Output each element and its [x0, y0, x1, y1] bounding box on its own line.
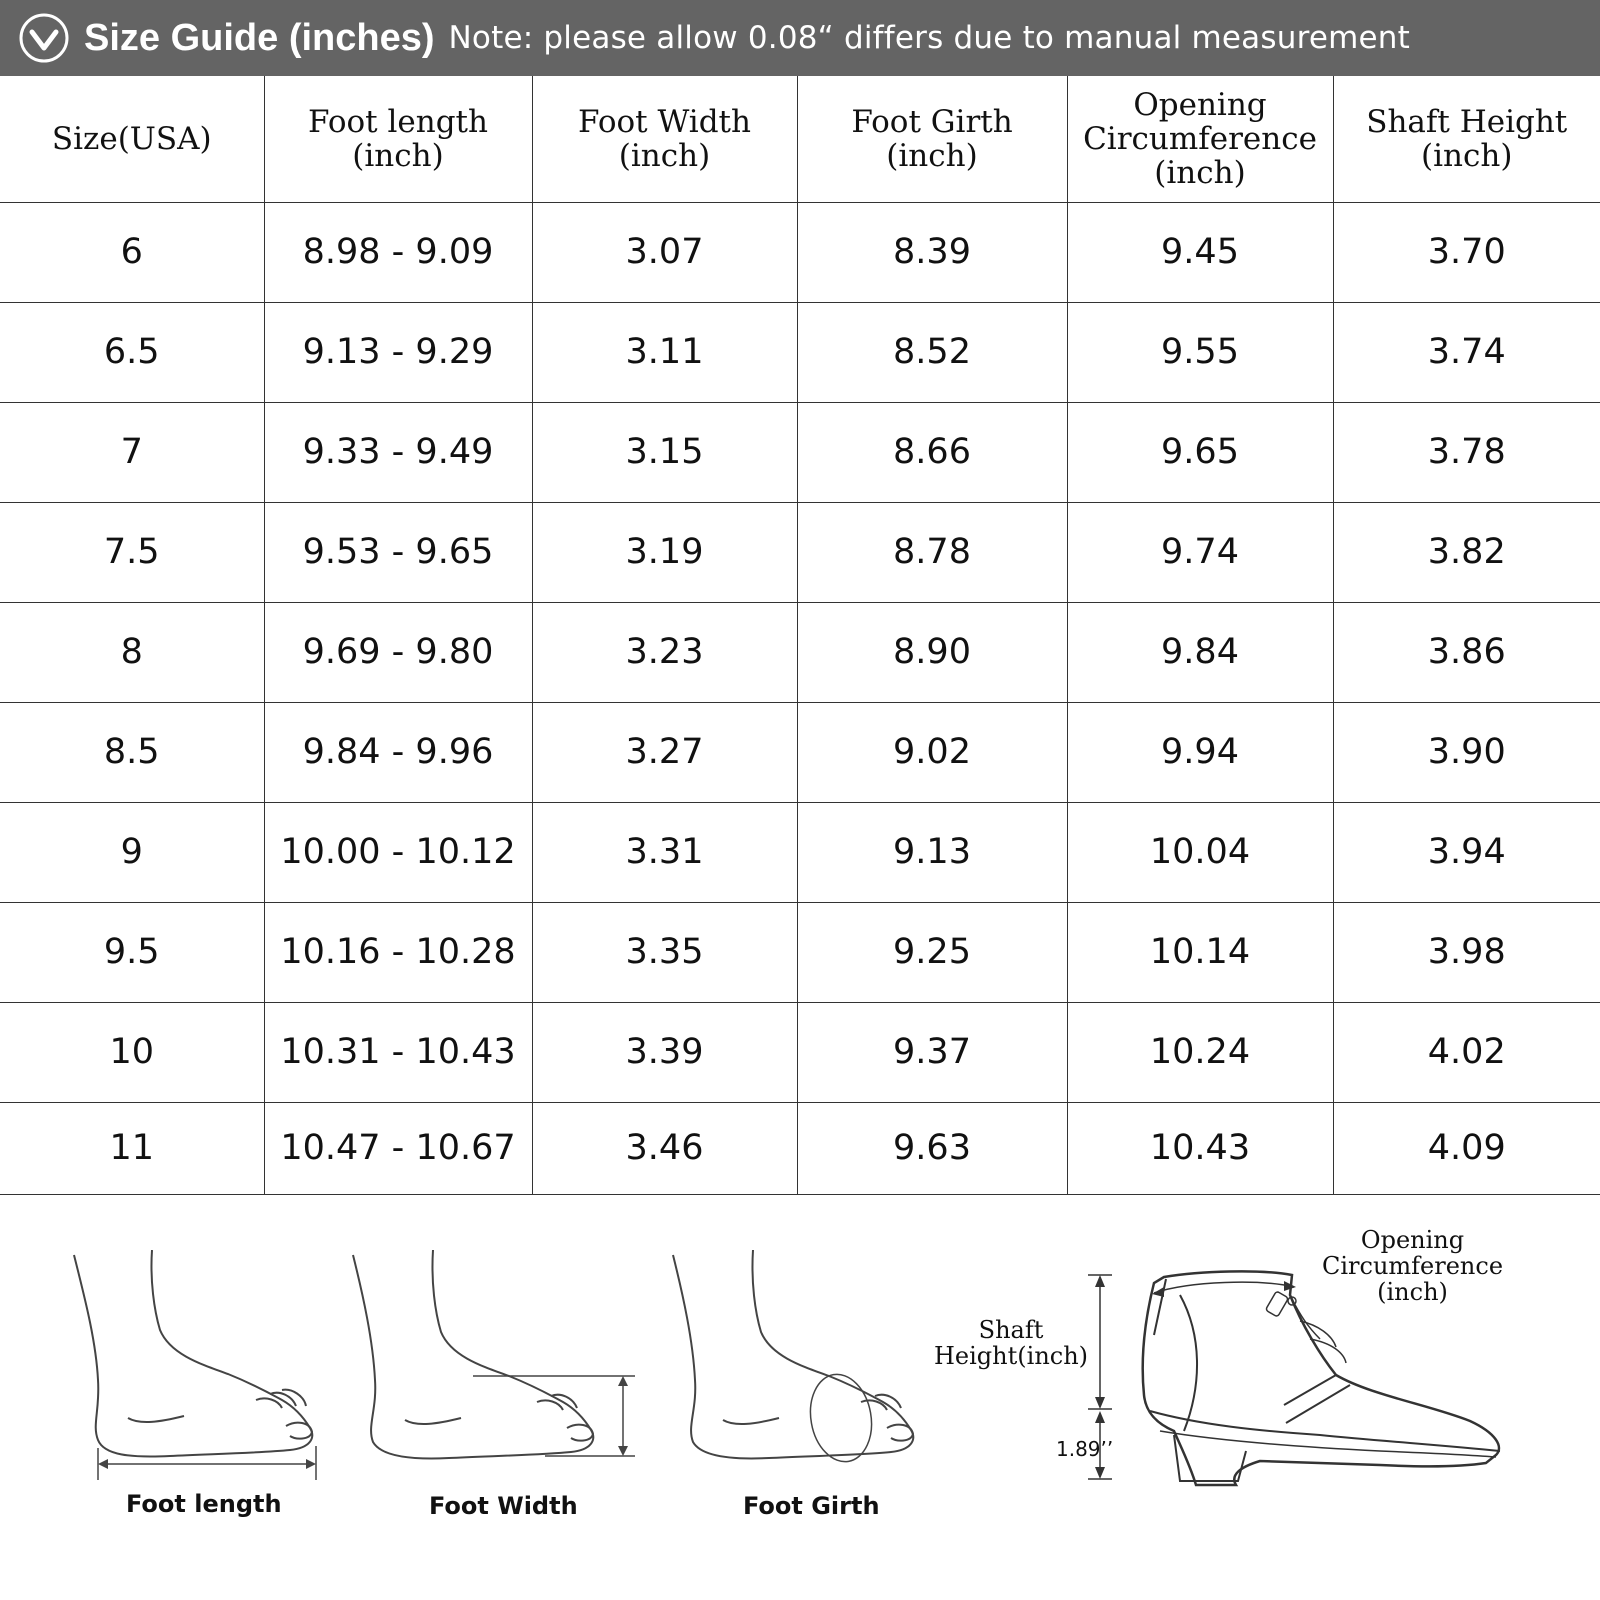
table-body [0, 202, 1600, 1194]
table-row [0, 1002, 1600, 1102]
table-row [0, 1102, 1600, 1194]
table-cell: 6 [0, 202, 264, 302]
header-foot-width-unit: (inch) [618, 137, 711, 174]
opening-circumference-label [1322, 1227, 1503, 1305]
header-opening-label: Opening [1133, 86, 1267, 123]
table-cell: 9.74 [1067, 502, 1333, 602]
header-foot-length-unit: (inch) [352, 137, 444, 174]
header-foot-girth-unit: (inch) [886, 137, 978, 174]
opening-label-line1: Opening [1360, 1226, 1465, 1254]
table-cell: 3.82 [1333, 502, 1600, 602]
table-header-row [0, 76, 1600, 202]
header-bar [0, 0, 1600, 76]
table-cell: 10.04 [1067, 802, 1333, 902]
table-cell: 9.13 [797, 802, 1067, 902]
table-cell: 8 [0, 602, 264, 702]
table-cell: 3.27 [532, 702, 797, 802]
table-cell: 3.39 [532, 1002, 797, 1102]
table-cell: 8.5 [0, 702, 264, 802]
foot-girth-illustration [665, 1250, 925, 1520]
table-row [0, 902, 1600, 1002]
table-cell: 3.94 [1333, 802, 1600, 902]
table-cell: 10.00 - 10.12 [264, 802, 532, 902]
foot-length-label: Foot length [126, 1490, 282, 1518]
table-cell: 10 [0, 1002, 264, 1102]
page-title: Size Guide (inches) [84, 16, 435, 59]
header-foot-girth [797, 76, 1067, 202]
table-cell: 3.70 [1333, 202, 1600, 302]
header-shaft-height-unit: (inch) [1421, 137, 1513, 174]
table-cell: 3.15 [532, 402, 797, 502]
table-cell: 3.07 [532, 202, 797, 302]
shaft-label-line2: Height(inch) [934, 1342, 1089, 1370]
table-cell: 7.5 [0, 502, 264, 602]
table-cell: 10.31 - 10.43 [264, 1002, 532, 1102]
table-cell: 9.13 - 9.29 [264, 302, 532, 402]
table-cell: 3.19 [532, 502, 797, 602]
table-cell: 4.09 [1333, 1102, 1600, 1194]
table-row [0, 702, 1600, 802]
table-cell: 6.5 [0, 302, 264, 402]
table-row [0, 602, 1600, 702]
table-cell: 9.5 [0, 902, 264, 1002]
table-cell: 3.11 [532, 302, 797, 402]
header-opening-unit: (inch) [1154, 154, 1246, 191]
boot-illustration [934, 1226, 1570, 1535]
header-foot-girth-label: Foot Girth [851, 103, 1013, 140]
size-table [0, 76, 1600, 1195]
foot-girth-label: Foot Girth [743, 1492, 880, 1520]
table-cell: 8.98 - 9.09 [264, 202, 532, 302]
foot-width-illustration [345, 1250, 645, 1520]
chevron-down-circle-icon [18, 12, 70, 64]
header-size [0, 76, 264, 202]
table-cell: 8.66 [797, 402, 1067, 502]
size-table-container [0, 76, 1600, 1195]
table-cell: 3.98 [1333, 902, 1600, 1002]
table-row [0, 302, 1600, 402]
table-cell: 8.52 [797, 302, 1067, 402]
opening-label-line3: (inch) [1377, 1278, 1448, 1306]
table-cell: 9.55 [1067, 302, 1333, 402]
table-cell: 3.46 [532, 1102, 797, 1194]
header-circumference-label: Circumference [1083, 120, 1317, 157]
table-cell: 8.90 [797, 602, 1067, 702]
table-cell: 3.31 [532, 802, 797, 902]
header-foot-length [264, 76, 532, 202]
table-cell: 3.78 [1333, 402, 1600, 502]
table-cell: 9.53 - 9.65 [264, 502, 532, 602]
header-foot-width [532, 76, 797, 202]
table-cell: 9.25 [797, 902, 1067, 1002]
table-cell: 9.02 [797, 702, 1067, 802]
table-cell: 3.35 [532, 902, 797, 1002]
header-foot-length-label: Foot length [308, 103, 488, 140]
foot-length-illustration [60, 1250, 330, 1518]
table-cell: 9.69 - 9.80 [264, 602, 532, 702]
header-size-label: Size(USA) [51, 120, 212, 157]
table-row [0, 502, 1600, 602]
table-cell: 3.23 [532, 602, 797, 702]
table-cell: 9.84 - 9.96 [264, 702, 532, 802]
table-cell: 7 [0, 402, 264, 502]
header-shaft-height-label: Shaft Height [1366, 103, 1568, 140]
table-row [0, 402, 1600, 502]
table-cell: 9 [0, 802, 264, 902]
table-row [0, 202, 1600, 302]
table-cell: 4.02 [1333, 1002, 1600, 1102]
table-cell: 3.90 [1333, 702, 1600, 802]
table-cell: 9.94 [1067, 702, 1333, 802]
table-cell: 8.39 [797, 202, 1067, 302]
table-cell: 9.33 - 9.49 [264, 402, 532, 502]
shaft-label-line1: Shaft [978, 1316, 1044, 1344]
header-opening-circumference [1067, 76, 1333, 202]
table-cell: 10.43 [1067, 1102, 1333, 1194]
measurement-note: Note: please allow 0.08“ differs due to manual measurement [448, 20, 1410, 56]
foot-width-label: Foot Width [429, 1492, 578, 1520]
table-cell: 10.16 - 10.28 [264, 902, 532, 1002]
table-cell: 9.65 [1067, 402, 1333, 502]
table-cell: 11 [0, 1102, 264, 1194]
foot-width-diagram [345, 1250, 645, 1490]
table-cell: 3.74 [1333, 302, 1600, 402]
table-cell: 9.84 [1067, 602, 1333, 702]
table-cell: 10.47 - 10.67 [264, 1102, 532, 1194]
foot-girth-diagram [665, 1250, 925, 1490]
table-cell: 8.78 [797, 502, 1067, 602]
shaft-height-label [934, 1317, 1088, 1369]
table-cell: 9.45 [1067, 202, 1333, 302]
table-cell: 3.86 [1333, 602, 1600, 702]
table-cell: 9.63 [797, 1102, 1067, 1194]
table-row [0, 802, 1600, 902]
table-cell: 9.37 [797, 1002, 1067, 1102]
table-cell: 10.14 [1067, 902, 1333, 1002]
opening-label-line2: Circumference [1322, 1252, 1504, 1280]
table-cell: 10.24 [1067, 1002, 1333, 1102]
header-shaft-height [1333, 76, 1600, 202]
foot-length-diagram [60, 1250, 330, 1490]
header-foot-width-label: Foot Width [578, 103, 751, 140]
heel-height-label: 1.89’’ [1056, 1437, 1114, 1461]
